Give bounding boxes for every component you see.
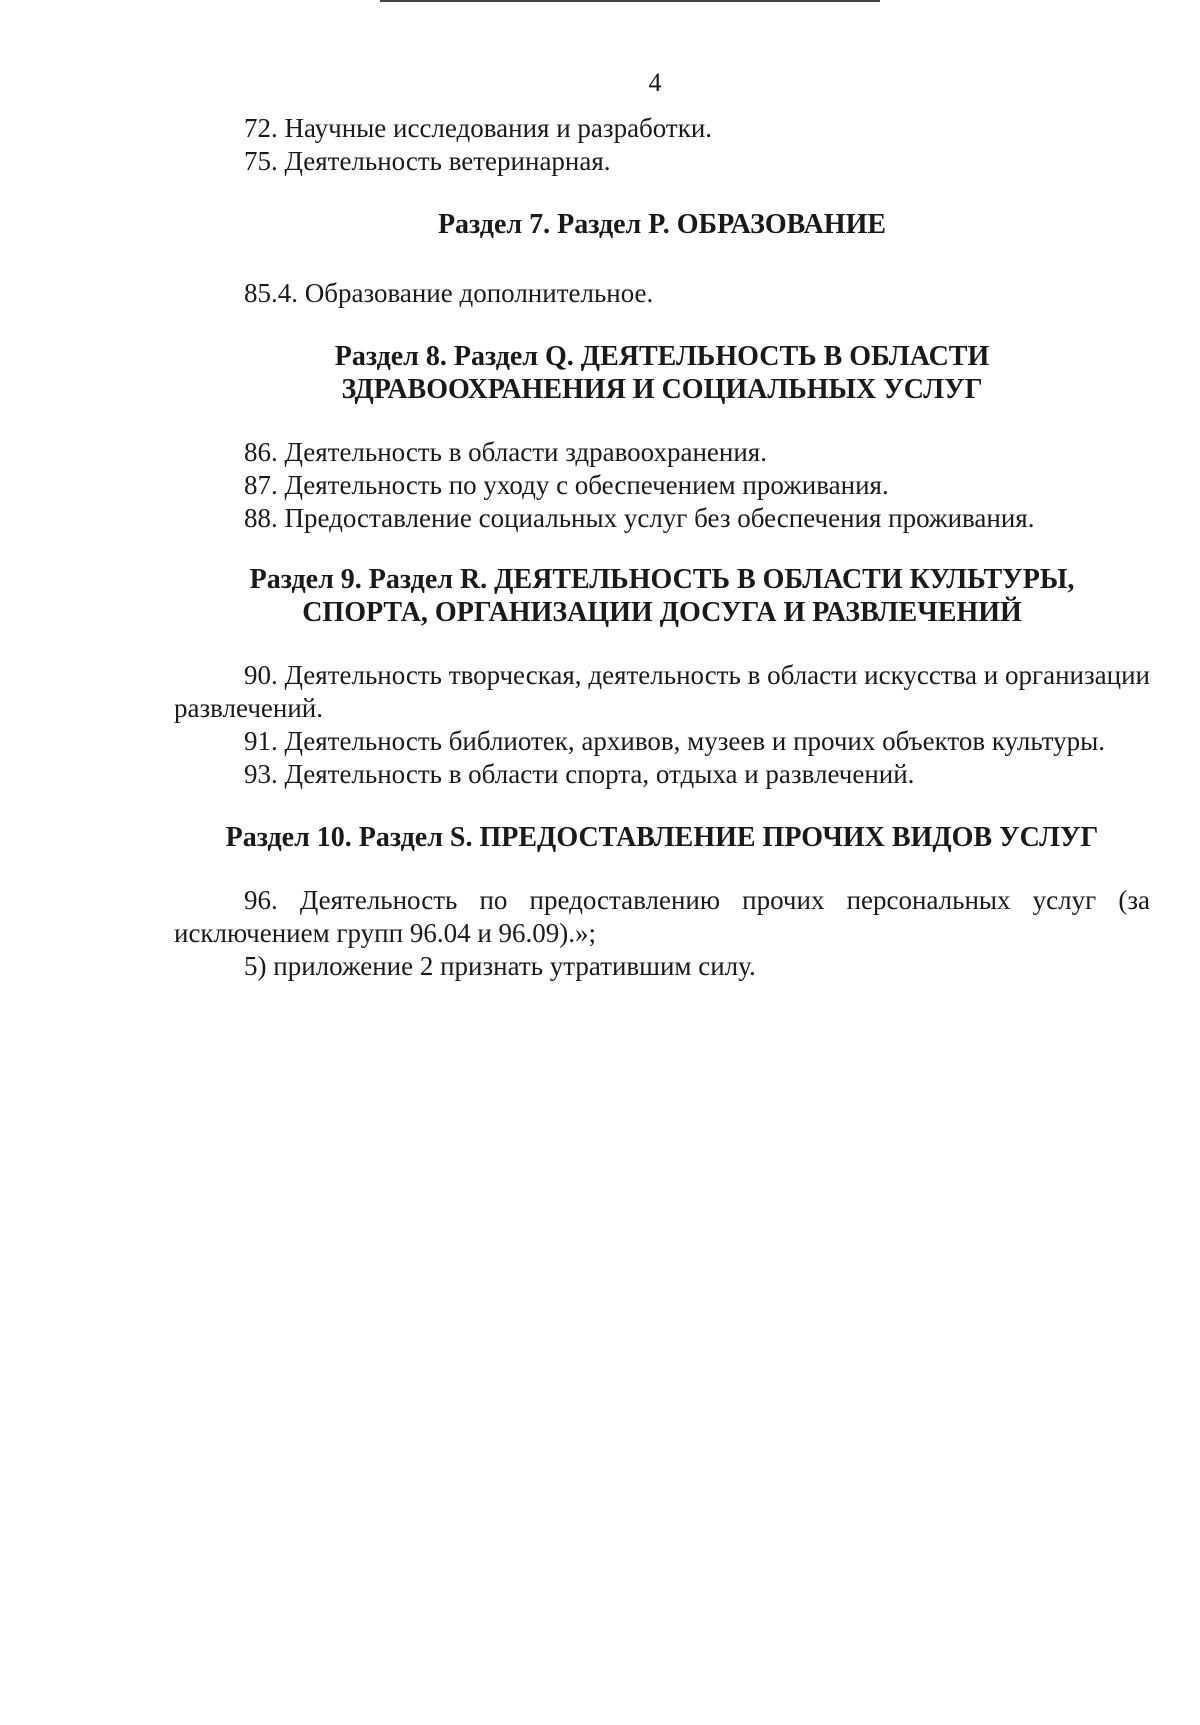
- scan-edge-line: [380, 0, 880, 2]
- section-7-heading: [174, 208, 1150, 241]
- list-item-87: 87. Деятельность по уходу с обеспечением проживания.: [244, 470, 889, 500]
- page-number: 4: [648, 68, 662, 97]
- section-9-heading-line-1: Раздел 9. Раздел R. ДЕЯТЕЛЬНОСТЬ В ОБЛАСТИ КУЛЬТУРЫ,: [249, 564, 1075, 595]
- list-item-72: 72. Научные исследования и разработки.: [244, 113, 713, 143]
- section-10-heading-line-1: Раздел 10. Раздел S. ПРЕДОСТАВЛЕНИЕ ПРОЧИХ ВИДОВ УСЛУГ: [225, 822, 1099, 853]
- section-8-heading-line-2: ЗДРАВООХРАНЕНИЯ И СОЦИАЛЬНЫХ УСЛУГ: [341, 374, 983, 405]
- list-item-93: 93. Деятельность в области спорта, отдыха и развлечений.: [244, 759, 915, 789]
- section-8-heading: [174, 340, 1150, 406]
- list-item-85-4: 85.4. Образование дополнительное.: [244, 278, 654, 308]
- list-item-96: 96. Деятельность по предоставлению прочих персональных услуг (за исключением групп 96.04 и 96.09).»;: [174, 885, 1150, 948]
- section-10-heading: [174, 821, 1150, 854]
- section-9-heading-line-2: СПОРТА, ОРГАНИЗАЦИИ ДОСУГА И РАЗВЛЕЧЕНИЙ: [302, 597, 1022, 628]
- list-item-88: 88. Предоставление социальных услуг без обеспечения проживания.: [244, 503, 1035, 533]
- list-item-annex-2: 5) приложение 2 признать утратившим силу.: [244, 951, 756, 981]
- section-8-heading-line-1: Раздел 8. Раздел Q. ДЕЯТЕЛЬНОСТЬ В ОБЛАСТИ: [334, 341, 990, 372]
- section-9-heading: [174, 563, 1150, 629]
- document-body: [174, 112, 1150, 983]
- list-item-90: 90. Деятельность творческая, деятельность в области искусства и организации развлечений.: [174, 660, 1150, 723]
- section-7-heading-line-1: Раздел 7. Раздел P. ОБРАЗОВАНИЕ: [437, 209, 887, 240]
- list-item-75: 75. Деятельность ветеринарная.: [244, 146, 611, 176]
- list-item-91: 91. Деятельность библиотек, архивов, музеев и прочих объектов культуры.: [244, 726, 1105, 756]
- list-item-86: 86. Деятельность в области здравоохранения.: [244, 437, 767, 467]
